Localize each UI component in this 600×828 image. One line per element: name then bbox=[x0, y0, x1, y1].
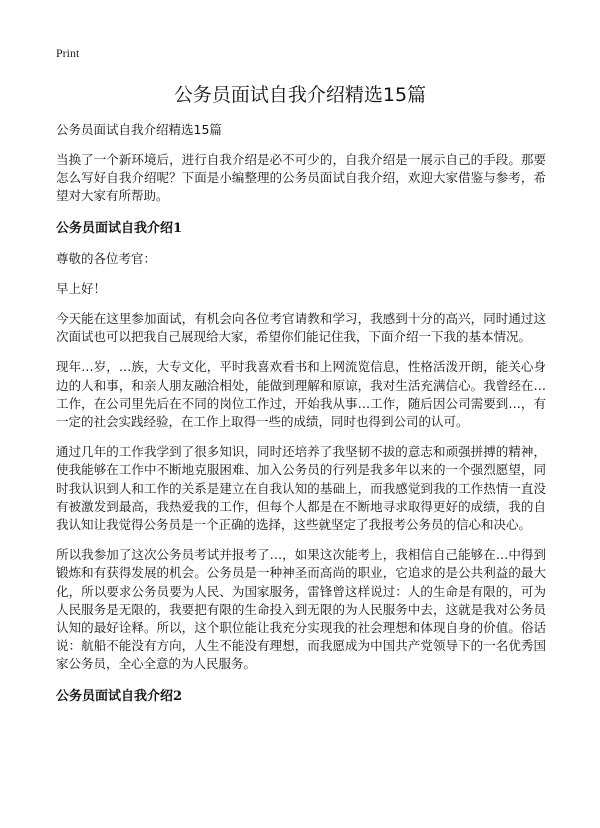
section-heading-2: 公务员面试自我介绍2 bbox=[56, 688, 183, 704]
body-paragraph-4: 所以我参加了这次公务员考试并报考了…，如果这次能考上，我相信自己能够在…中得到锻炼和有获得发展的机会。公务员是一种神圣而高尚的职业，它追求的是公共利益的最大化，所以要求公务员要为人民、为国家服务，雷锋曾这样说过：人的生命是有限的，可为人民服务是无限的，我要把有限的生命投入到无限的为人民服务中去，这就是我对公务员认知的最好诠释。所以，这个职位能让我充分实现我的社会理想和体现自身的价值。俗话说：航船不能没有方向，人生不能没有理想，而我愿成为中国共产党领导下的一名优秀国家公务员，全心全意的为人民服务。 bbox=[56, 547, 546, 672]
body-paragraph-1: 今天能在这里参加面试，有机会向各位考官请教和学习，我感到十分的高兴，同时通过这次面试也可以把我自己展现给大家，希望你们能记住我，下面介绍一下我的基本情况。 bbox=[56, 311, 546, 345]
salutation: 尊敬的各位考官： bbox=[56, 250, 157, 266]
body-paragraph-2: 现年…岁，…族，大专文化，平时我喜欢看书和上网流览信息，性格活泼开朗，能关心身边的人和事，和亲人朋友融洽相处，能做到理解和原谅，我对生活充满信心。我曾经在…工作，在公司里先后在不同的岗位工作过，开始我从事…工作，随后因公司需要到…，有一定的社会实践经验，在工作上取得一些的成绩，同时也得到公司的认可。 bbox=[56, 359, 546, 430]
intro-paragraph: 当换了一个新环境后，进行自我介绍是必不可少的，自我介绍是一展示自己的手段。那要怎么写好自我介绍呢？下面是小编整理的公务员面试自我介绍，欢迎大家借鉴与参考，希望对大家有所帮助。 bbox=[56, 152, 546, 204]
greeting: 早上好！ bbox=[56, 280, 107, 296]
page-title: 公务员面试自我介绍精选15篇 bbox=[173, 84, 427, 106]
document-subtitle: 公务员面试自我介绍精选15篇 bbox=[56, 122, 222, 137]
document-body bbox=[56, 121, 546, 718]
section-heading-1: 公务员面试自我介绍1 bbox=[56, 220, 183, 236]
print-link[interactable]: Print bbox=[56, 46, 80, 60]
body-paragraph-3: 通过几年的工作我学到了很多知识，同时还培养了我坚韧不拔的意志和顽强拼搏的精神，使我能够在工作中不断地克服困难、加入公务员的行列是我多年以来的一个强烈愿望，同时我认识到人和工作的关系是建立在自我认知的基础上，而我感觉到我的工作热情一直没有被激发到最高，我热爱我的工作，但每个人都是在不断地寻求取得更好的成绩，我的自我认知让我觉得公务员是一个正确的选择，这些就坚定了我报考公务员的信心和决心。 bbox=[56, 444, 546, 533]
